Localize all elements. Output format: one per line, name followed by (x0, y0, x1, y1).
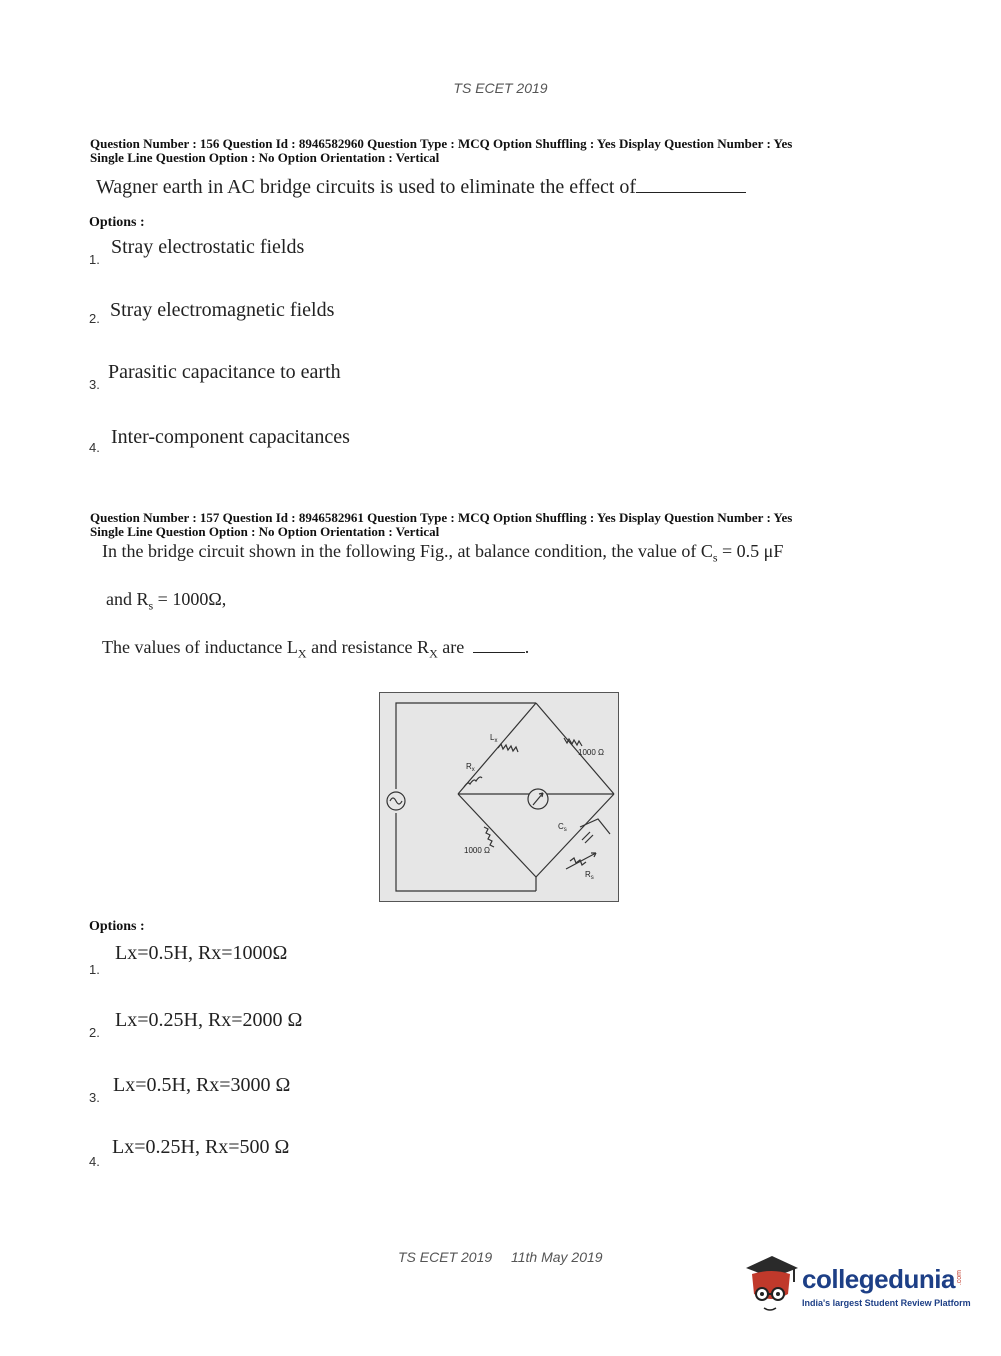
q157-line1-end: = 0.5 μF (717, 541, 784, 561)
q157-line3-a: The values of inductance L (102, 637, 298, 657)
q157-line2-sub: s (148, 598, 154, 613)
q157-question-line2 (106, 589, 226, 614)
option-number: 1. (89, 962, 100, 977)
arm-left-top (458, 703, 536, 794)
bridge-circuit-figure (379, 692, 619, 902)
option-number: 2. (89, 311, 100, 326)
option-text: Parasitic capacitance to earth (108, 361, 341, 383)
q157-meta (90, 511, 950, 539)
option-text: Lx=0.5H, Rx=3000 Ω (113, 1074, 291, 1096)
q157-question-line1 (102, 541, 783, 566)
label-r-bottom-left: 1000 Ω (464, 846, 490, 855)
collegedunia-logo[interactable] (742, 1248, 982, 1318)
q156-meta (90, 137, 950, 165)
option-text: Stray electrostatic fields (111, 236, 305, 258)
answer-blank (636, 191, 746, 193)
q157-line3-sub1: X (297, 646, 307, 661)
bridge-circuit-diagram (380, 693, 618, 901)
q157-line3-sub2: X (429, 646, 438, 661)
footer-date: 11th May 2019 (511, 1249, 603, 1265)
label-cs: $C_s$ (558, 822, 567, 833)
q157-line3-end: . (524, 637, 530, 657)
answer-blank (473, 652, 525, 653)
label-rs: $R_s$ (585, 870, 594, 881)
q156-question (96, 176, 746, 199)
q157-meta-line1: Question Number : 157 Question Id : 8946582961 Question Type : MCQ Option Shuffling : Yes Display Question Number : Yes (90, 510, 793, 525)
option-number: 2. (89, 1025, 100, 1040)
footer-exam: TS ECET 2019 (398, 1249, 493, 1265)
option-number: 1. (89, 252, 100, 267)
q157-question-line3 (102, 637, 529, 662)
inductor-lx-icon (498, 744, 518, 752)
option-number: 4. (89, 1154, 100, 1169)
q156-meta-line2: Single Line Question Option : No Option Orientation : Vertical (90, 150, 440, 165)
q156-question-text: Wagner earth in AC bridge circuits is used to eliminate the effect of (96, 176, 637, 198)
option-text: Lx=0.25H, Rx=500 Ω (112, 1136, 290, 1158)
option-number: 3. (89, 377, 100, 392)
resistor-rx-icon (464, 777, 482, 787)
option-text: Lx=0.5H, Rx=1000Ω (115, 942, 288, 964)
q157-line3-b: and resistance R (306, 637, 430, 657)
logo-name: collegedunia (802, 1264, 955, 1294)
arm-left-bottom (458, 794, 536, 877)
label-rx: $R_x$ (466, 762, 475, 773)
logo-tagline: India's largest Student Review Platform (802, 1298, 971, 1308)
label-lx: $L_x$ (490, 733, 498, 744)
q157-line3-c: are (437, 637, 469, 657)
q157-line2-end: = 1000Ω, (153, 589, 227, 609)
wire-top (396, 703, 536, 789)
option-text: Inter-component capacitances (111, 426, 350, 448)
mascot-icon (742, 1248, 800, 1314)
q156-options-label: Options : (89, 215, 145, 230)
q157-meta-line2: Single Line Question Option : No Option Orientation : Vertical (90, 524, 440, 539)
option-number: 3. (89, 1090, 100, 1105)
option-text: Stray electromagnetic fields (110, 299, 335, 321)
option-number: 4. (89, 440, 100, 455)
q157-line2-text: and R (106, 589, 149, 609)
option-text: Lx=0.25H, Rx=2000 Ω (115, 1009, 303, 1031)
q157-line1-sub: s (712, 550, 718, 565)
label-r-top-right: 1000 Ω (578, 748, 604, 757)
q157-line1-text: In the bridge circuit shown in the following Fig., at balance condition, the value of C (102, 541, 713, 561)
page-header: TS ECET 2019 (453, 80, 548, 96)
capacitor-cs-wire (580, 819, 610, 834)
q157-options-label: Options : (89, 919, 145, 934)
logo-com: .com (956, 1270, 963, 1286)
ac-wave-icon (390, 798, 402, 804)
q156-meta-line1: Question Number : 156 Question Id : 8946582960 Question Type : MCQ Option Shuffling : Yes Display Question Number : Yes (90, 136, 793, 151)
